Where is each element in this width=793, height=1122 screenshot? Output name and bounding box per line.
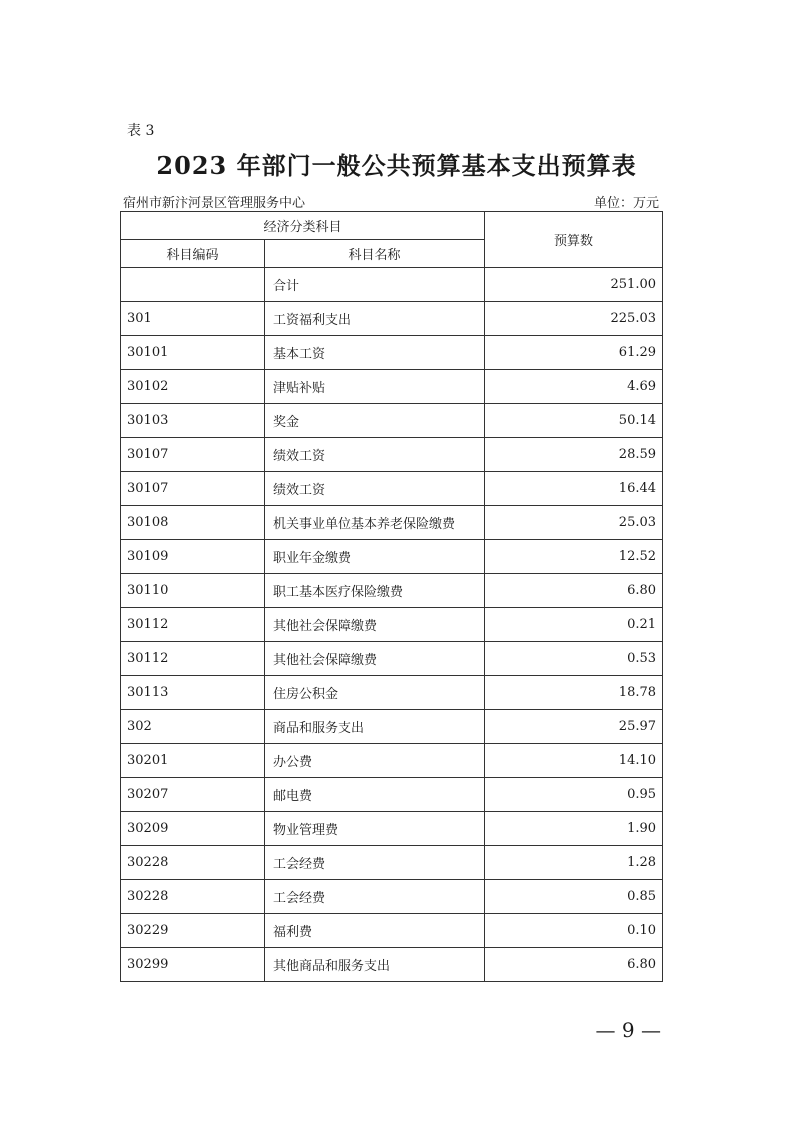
row-name: 福利费: [265, 914, 485, 948]
row-amount: 0.53: [485, 642, 663, 676]
row-name: 津贴补贴: [265, 370, 485, 404]
row-name: 基本工资: [265, 336, 485, 370]
row-code: 30112: [121, 642, 265, 676]
row-amount: 1.90: [485, 812, 663, 846]
row-code: 302: [121, 710, 265, 744]
row-code: 301: [121, 302, 265, 336]
budget-table: [120, 211, 663, 982]
row-name: 奖金: [265, 404, 485, 438]
organization-name: 宿州市新汴河景区管理服务中心: [123, 196, 306, 211]
row-code: 30201: [121, 744, 265, 778]
row-name: 办公费: [265, 744, 485, 778]
row-code: 30107: [121, 472, 265, 506]
row-amount: 0.85: [485, 880, 663, 914]
table-row: [121, 268, 663, 302]
table-row: [121, 914, 663, 948]
table-row: [121, 710, 663, 744]
row-code: [121, 268, 265, 302]
row-amount: 0.95: [485, 778, 663, 812]
row-name: 工会经费: [265, 846, 485, 880]
table-row: [121, 302, 663, 336]
row-name: 绩效工资: [265, 438, 485, 472]
table-row: [121, 744, 663, 778]
row-code: 30101: [121, 336, 265, 370]
row-amount: 61.29: [485, 336, 663, 370]
table-row: [121, 676, 663, 710]
row-code: 30109: [121, 540, 265, 574]
row-amount: 1.28: [485, 846, 663, 880]
row-name: 职业年金缴费: [265, 540, 485, 574]
table-row: [121, 642, 663, 676]
row-code: 30228: [121, 846, 265, 880]
table-row: [121, 506, 663, 540]
row-amount: 12.52: [485, 540, 663, 574]
row-amount: 28.59: [485, 438, 663, 472]
table-row: [121, 404, 663, 438]
row-name: 工资福利支出: [265, 302, 485, 336]
table-row: [121, 880, 663, 914]
row-name: 其他社会保障缴费: [265, 642, 485, 676]
row-amount: 50.14: [485, 404, 663, 438]
table-row: [121, 608, 663, 642]
row-code: 30102: [121, 370, 265, 404]
row-amount: 4.69: [485, 370, 663, 404]
budget-table-body: [121, 212, 663, 982]
page-title: 2023 年部门一般公共预算基本支出预算表: [156, 151, 637, 180]
row-code: 30229: [121, 914, 265, 948]
row-amount: 0.10: [485, 914, 663, 948]
table-row: [121, 778, 663, 812]
row-amount: 25.97: [485, 710, 663, 744]
page-number: — 9 —: [595, 1018, 661, 1042]
row-amount: 18.78: [485, 676, 663, 710]
row-amount: 6.80: [485, 948, 663, 982]
row-name: 邮电费: [265, 778, 485, 812]
table-row: [121, 812, 663, 846]
row-amount: 251.00: [485, 268, 663, 302]
row-code: 30207: [121, 778, 265, 812]
table-label: 表 3: [127, 123, 155, 139]
table-row: [121, 574, 663, 608]
header-row-1: [121, 212, 663, 240]
row-amount: 225.03: [485, 302, 663, 336]
row-amount: 14.10: [485, 744, 663, 778]
row-amount: 6.80: [485, 574, 663, 608]
row-amount: 0.21: [485, 608, 663, 642]
table-row: [121, 336, 663, 370]
table-row: [121, 472, 663, 506]
row-name: 其他商品和服务支出: [265, 948, 485, 982]
row-code: 30112: [121, 608, 265, 642]
table-row: [121, 846, 663, 880]
row-name: 其他社会保障缴费: [265, 608, 485, 642]
unit-label: 单位：万元: [593, 196, 659, 211]
row-code: 30108: [121, 506, 265, 540]
header-economic-class: 经济分类科目: [121, 212, 485, 240]
row-code: 30103: [121, 404, 265, 438]
row-name: 职工基本医疗保险缴费: [265, 574, 485, 608]
row-code: 30113: [121, 676, 265, 710]
header-name: 科目名称: [265, 240, 485, 268]
row-code: 30228: [121, 880, 265, 914]
row-code: 30107: [121, 438, 265, 472]
row-name: 商品和服务支出: [265, 710, 485, 744]
row-name: 住房公积金: [265, 676, 485, 710]
row-code: 30110: [121, 574, 265, 608]
row-amount: 25.03: [485, 506, 663, 540]
header-amount: 预算数: [485, 212, 663, 268]
row-name: 机关事业单位基本养老保险缴费: [265, 506, 485, 540]
table-row: [121, 948, 663, 982]
table-row: [121, 540, 663, 574]
row-code: 30299: [121, 948, 265, 982]
header-code: 科目编码: [121, 240, 265, 268]
table-row: [121, 370, 663, 404]
row-name: 绩效工资: [265, 472, 485, 506]
table-row: [121, 438, 663, 472]
row-name: 物业管理费: [265, 812, 485, 846]
row-name: 工会经费: [265, 880, 485, 914]
row-name: 合计: [265, 268, 485, 302]
row-code: 30209: [121, 812, 265, 846]
row-amount: 16.44: [485, 472, 663, 506]
